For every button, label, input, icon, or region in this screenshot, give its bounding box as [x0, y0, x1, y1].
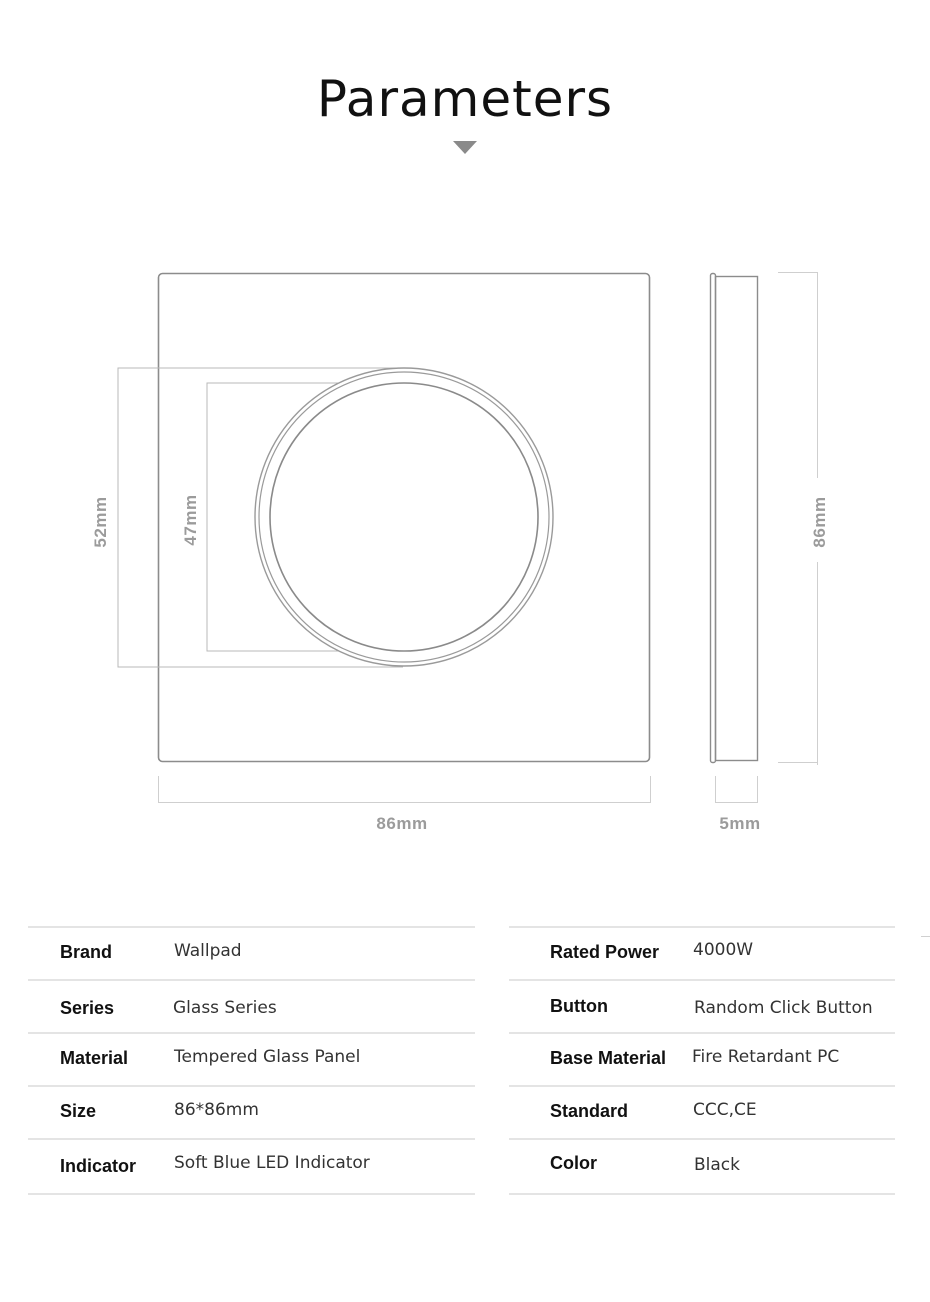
height-label: 86mm [810, 496, 829, 548]
spec-value: Wallpad [174, 941, 242, 961]
table-row [28, 1032, 475, 1087]
spec-label: Base Material [550, 1048, 667, 1068]
depth-label: 5mm [719, 814, 761, 833]
button-circle [270, 383, 538, 651]
spec-value: Fire Retardant PC [692, 1047, 840, 1067]
spec-label: Brand [60, 942, 113, 962]
spec-value: CCC,CE [693, 1100, 757, 1120]
spec-label: Color [550, 1153, 597, 1173]
spec-label: Indicator [60, 1156, 137, 1176]
table-row [509, 1032, 895, 1087]
spec-label: Size [60, 1101, 97, 1121]
spec-value: 86*86mm [174, 1100, 259, 1120]
side-panel-body [716, 277, 758, 761]
side-panel-front [711, 274, 716, 763]
spec-label: Series [60, 998, 115, 1018]
table-row [28, 1138, 475, 1195]
outer-circle-label: 52mm [91, 496, 110, 548]
table-row [28, 926, 475, 981]
spec-label: Standard [550, 1101, 629, 1121]
spec-value: Random Click Button [694, 998, 873, 1018]
spec-value: Glass Series [173, 998, 277, 1018]
table-row [509, 1138, 895, 1195]
page-title: Parameters [316, 70, 614, 128]
table-row [28, 979, 475, 1034]
spec-value: Soft Blue LED Indicator [174, 1153, 370, 1173]
spec-label: Button [550, 996, 608, 1016]
spec-value: Tempered Glass Panel [174, 1047, 361, 1067]
spec-label: Material [60, 1048, 129, 1068]
table-row [509, 979, 895, 1034]
inner-circle-label: 47mm [181, 494, 200, 546]
table-row [28, 1085, 475, 1140]
spec-label: Rated Power [550, 942, 660, 962]
spec-value: 4000W [693, 940, 754, 960]
width-label: 86mm [376, 814, 428, 833]
spec-value: Black [694, 1155, 740, 1175]
table-row [509, 926, 895, 981]
table-row [509, 1085, 895, 1140]
edge-divider [921, 936, 930, 937]
